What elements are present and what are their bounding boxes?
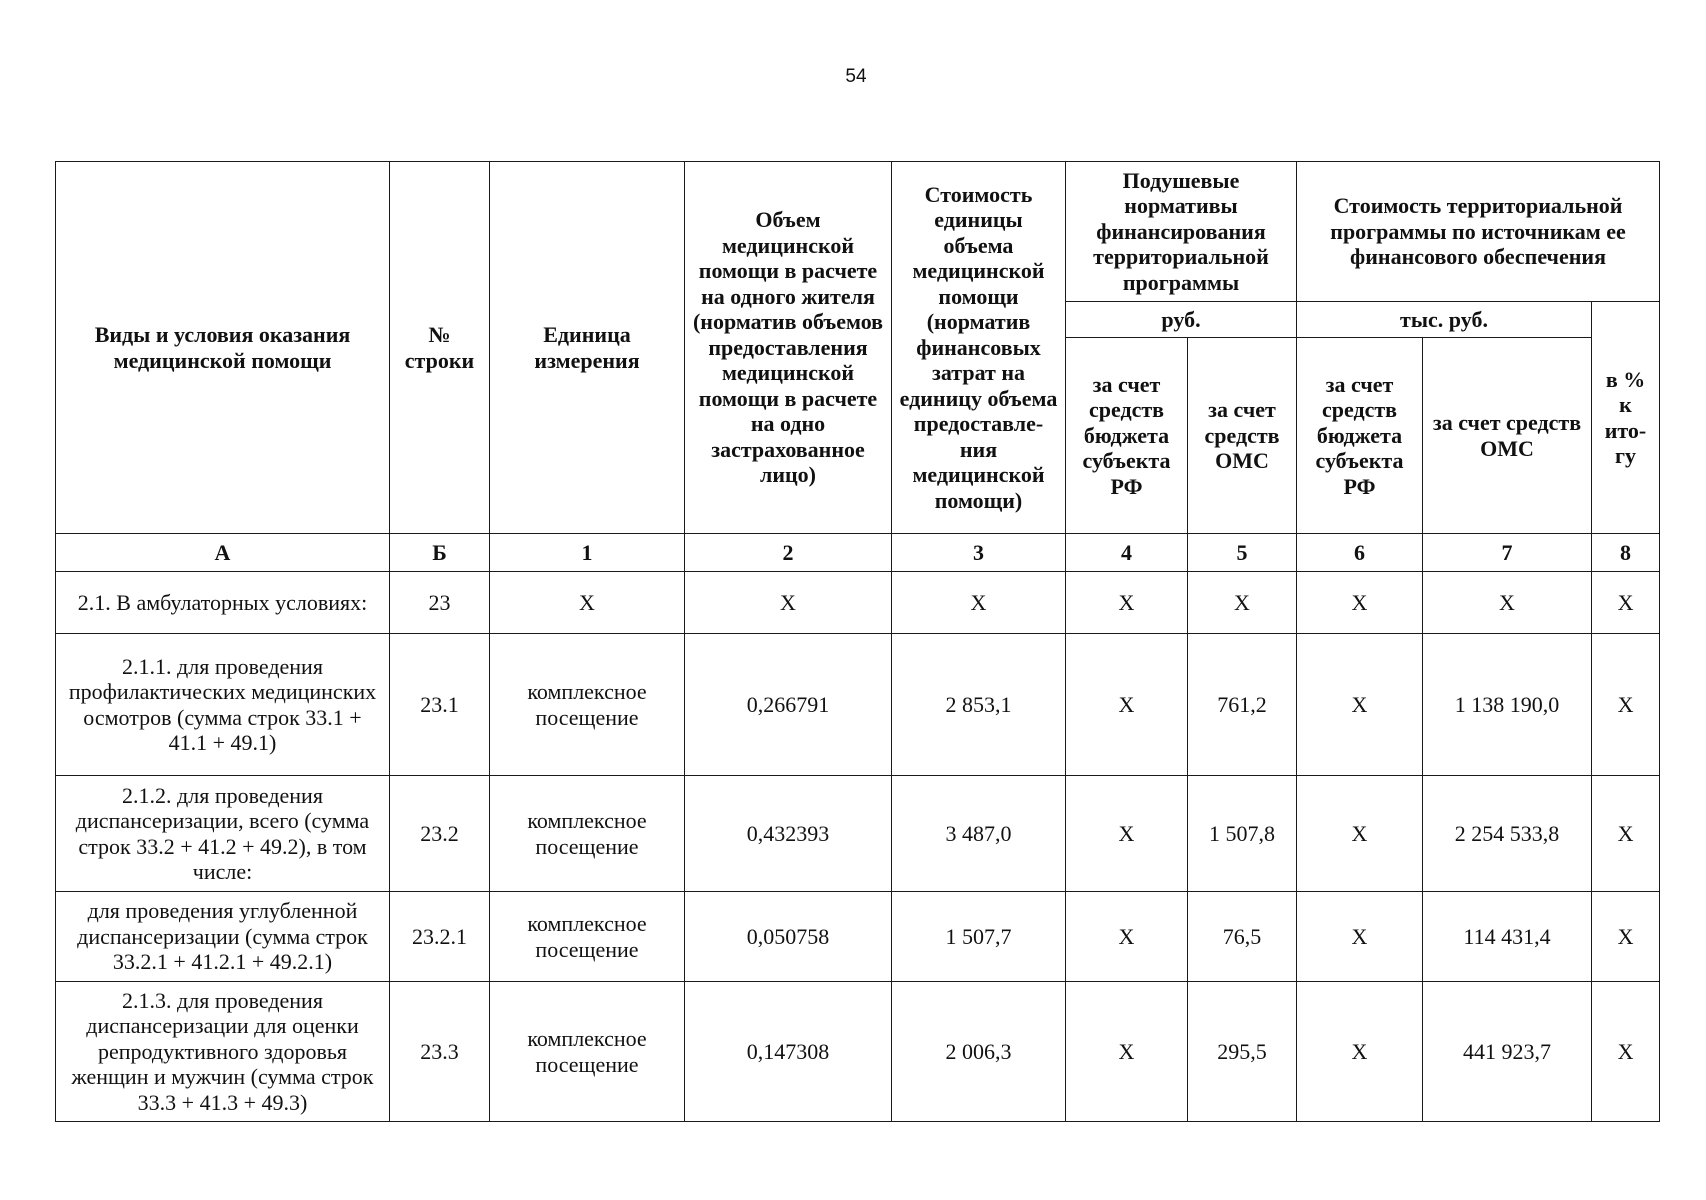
table-row	[56, 634, 1660, 776]
column-number: 2	[685, 534, 892, 572]
header-kind: Виды и условия оказания медицинской помощи	[56, 162, 390, 534]
header-cost: Стоимость единицы объема медицинской помощи (норматив финансовых затрат на единицу объема предоставле-ния медицинской помощи)	[892, 162, 1066, 534]
row-unit: Х	[490, 572, 685, 634]
row-number: 23.1	[390, 634, 490, 776]
row-volume: 0,266791	[685, 634, 892, 776]
column-number: 5	[1188, 534, 1297, 572]
header-volume: Объем медицинской помощи в расчете на одного жителя (норматив объемов предоставления медицинской помощи в расчете на одно застрахованное лицо)	[685, 162, 892, 534]
row-budget-rub: Х	[1066, 776, 1188, 892]
header-budget-rf-2: за счет средств бюджета субъекта РФ	[1297, 338, 1423, 534]
row-budget-thousand: Х	[1297, 892, 1423, 982]
row-oms-thousand: 441 923,7	[1423, 982, 1592, 1122]
row-number: 23.2.1	[390, 892, 490, 982]
row-cost: 2 853,1	[892, 634, 1066, 776]
header-rub: руб.	[1066, 302, 1297, 338]
row-volume: 0,432393	[685, 776, 892, 892]
column-number: 7	[1423, 534, 1592, 572]
row-budget-rub: Х	[1066, 634, 1188, 776]
row-number: 23	[390, 572, 490, 634]
row-name: 2.1.3. для проведения диспансеризации для оценки репродуктивного здоровья женщин и мужчин (сумма строк 33.3 + 41.3 + 49.3)	[56, 982, 390, 1122]
row-budget-rub: Х	[1066, 892, 1188, 982]
row-volume: 0,147308	[685, 982, 892, 1122]
row-percent: Х	[1592, 572, 1660, 634]
row-name: 2.1. В амбулаторных условиях:	[56, 572, 390, 634]
header-oms-2: за счет средств ОМС	[1423, 338, 1592, 534]
financing-table	[55, 161, 1660, 1122]
column-number: 4	[1066, 534, 1188, 572]
row-budget-thousand: Х	[1297, 572, 1423, 634]
row-budget-thousand: Х	[1297, 634, 1423, 776]
header-unit: Единица измерения	[490, 162, 685, 534]
row-oms-rub: 76,5	[1188, 892, 1297, 982]
row-number: 23.2	[390, 776, 490, 892]
row-volume: 0,050758	[685, 892, 892, 982]
column-number: 1	[490, 534, 685, 572]
row-budget-rub: Х	[1066, 572, 1188, 634]
row-unit: комплексное посещение	[490, 892, 685, 982]
row-percent: Х	[1592, 982, 1660, 1122]
row-percent: Х	[1592, 634, 1660, 776]
table-row	[56, 892, 1660, 982]
header-budget-rf: за счет средств бюджета субъекта РФ	[1066, 338, 1188, 534]
header-oms: за счет средств ОМС	[1188, 338, 1297, 534]
row-budget-thousand: Х	[1297, 982, 1423, 1122]
header-row-1	[56, 162, 1660, 302]
row-percent: Х	[1592, 776, 1660, 892]
row-unit: комплексное посещение	[490, 982, 685, 1122]
table-row	[56, 572, 1660, 634]
column-number: 6	[1297, 534, 1423, 572]
row-unit: комплексное посещение	[490, 634, 685, 776]
column-number: Б	[390, 534, 490, 572]
table-row	[56, 982, 1660, 1122]
row-cost: 3 487,0	[892, 776, 1066, 892]
row-oms-thousand: 1 138 190,0	[1423, 634, 1592, 776]
row-name: 2.1.2. для проведения диспансеризации, всего (сумма строк 33.2 + 41.2 + 49.2), в том числе:	[56, 776, 390, 892]
row-oms-rub: 761,2	[1188, 634, 1297, 776]
table-row	[56, 776, 1660, 892]
row-oms-thousand: 2 254 533,8	[1423, 776, 1592, 892]
row-cost: 2 006,3	[892, 982, 1066, 1122]
row-percent: Х	[1592, 892, 1660, 982]
row-name: 2.1.1. для проведения профилактических медицинских осмотров (сумма строк 33.1 + 41.1 + 49.1)	[56, 634, 390, 776]
header-program-cost: Стоимость территориальной программы по источникам ее финансового обеспечения	[1297, 162, 1660, 302]
column-number: 3	[892, 534, 1066, 572]
column-number: 8	[1592, 534, 1660, 572]
row-oms-rub: Х	[1188, 572, 1297, 634]
row-volume: Х	[685, 572, 892, 634]
column-numbers-row	[56, 534, 1660, 572]
page-number: 54	[845, 66, 867, 87]
header-row-no: № строки	[390, 162, 490, 534]
row-oms-thousand: 114 431,4	[1423, 892, 1592, 982]
row-number: 23.3	[390, 982, 490, 1122]
column-number: А	[56, 534, 390, 572]
row-unit: комплексное посещение	[490, 776, 685, 892]
row-budget-thousand: Х	[1297, 776, 1423, 892]
row-oms-rub: 295,5	[1188, 982, 1297, 1122]
row-name: для проведения углубленной диспансеризации (сумма строк 33.2.1 + 41.2.1 + 49.2.1)	[56, 892, 390, 982]
row-oms-rub: 1 507,8	[1188, 776, 1297, 892]
row-oms-thousand: Х	[1423, 572, 1592, 634]
row-cost: Х	[892, 572, 1066, 634]
row-budget-rub: Х	[1066, 982, 1188, 1122]
header-percent-total: в % к ито-гу	[1592, 302, 1660, 534]
header-thousand-rub: тыс. руб.	[1297, 302, 1592, 338]
row-cost: 1 507,7	[892, 892, 1066, 982]
header-per-capita: Подушевые нормативы финансирования территориальной программы	[1066, 162, 1297, 302]
